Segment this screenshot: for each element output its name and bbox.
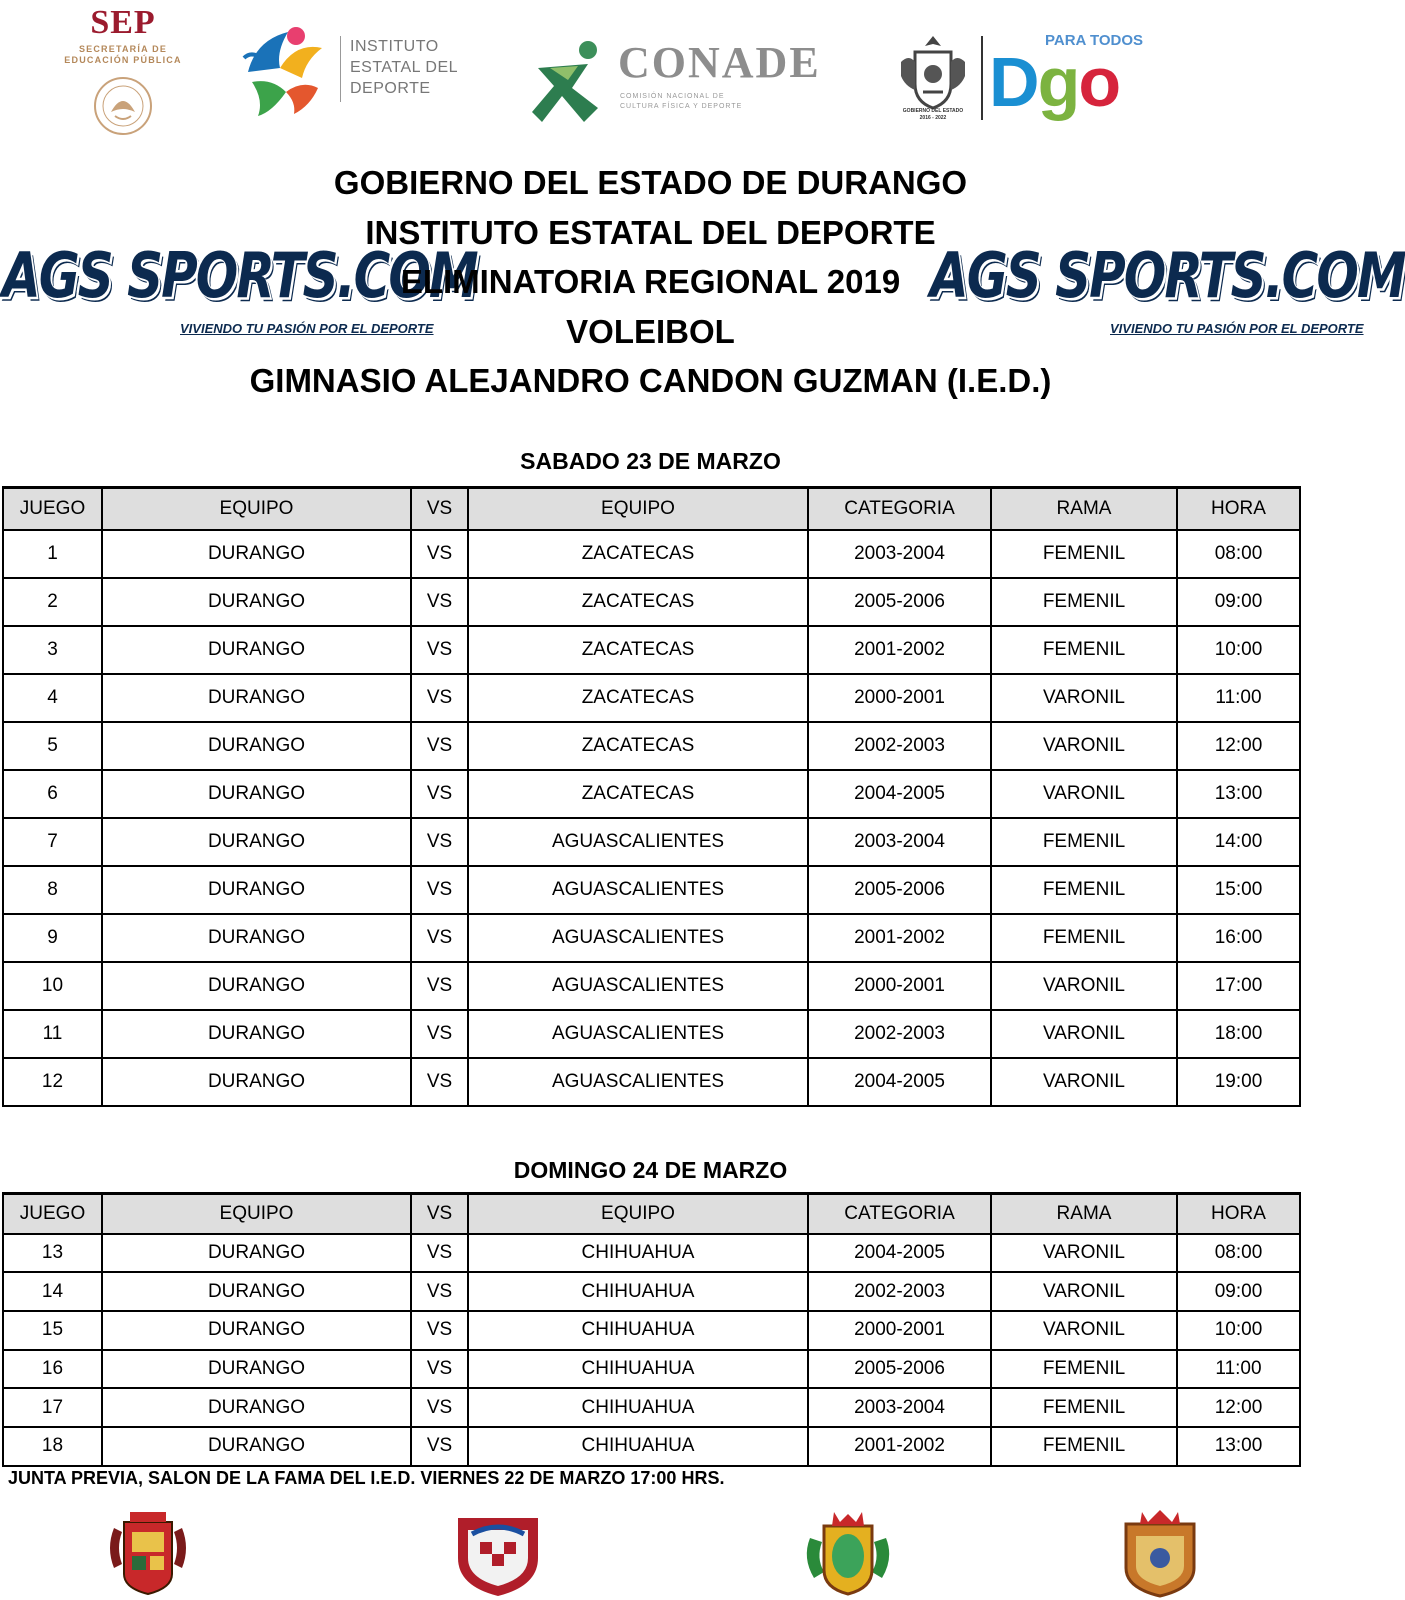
- column-header: EQUIPO: [102, 1194, 411, 1234]
- time-cell: 16:00: [1177, 914, 1300, 962]
- category-cell: 2005-2006: [808, 1350, 991, 1389]
- time-cell: 09:00: [1177, 578, 1300, 626]
- away-team-cell: AGUASCALIENTES: [468, 914, 808, 962]
- time-cell: 11:00: [1177, 1350, 1300, 1389]
- branch-cell: FEMENIL: [991, 1350, 1177, 1389]
- game-number-cell: 2: [3, 578, 102, 626]
- durango-government-logo: [893, 30, 1153, 130]
- game-number-cell: 6: [3, 770, 102, 818]
- home-team-cell: DURANGO: [102, 1350, 411, 1389]
- category-cell: 2000-2001: [808, 1311, 991, 1350]
- table-row: [3, 770, 1300, 818]
- branch-cell: VARONIL: [991, 674, 1177, 722]
- away-team-cell: AGUASCALIENTES: [468, 1058, 808, 1106]
- table-row: [3, 722, 1300, 770]
- time-cell: 10:00: [1177, 626, 1300, 674]
- table-header-row: [3, 488, 1300, 530]
- category-cell: 2004-2005: [808, 1058, 991, 1106]
- table-row: [3, 1272, 1300, 1311]
- table-row: [3, 914, 1300, 962]
- away-team-cell: AGUASCALIENTES: [468, 1010, 808, 1058]
- durango-government-caption: [891, 108, 975, 122]
- branch-cell: VARONIL: [991, 1010, 1177, 1058]
- game-number-cell: 11: [3, 1010, 102, 1058]
- time-cell: 19:00: [1177, 1058, 1300, 1106]
- conade-subtitle-2: CULTURA FÍSICA Y DEPORTE: [620, 103, 743, 110]
- away-team-cell: ZACATECAS: [468, 530, 808, 578]
- time-cell: 11:00: [1177, 674, 1300, 722]
- away-team-cell: CHIHUAHUA: [468, 1388, 808, 1427]
- away-team-cell: AGUASCALIENTES: [468, 962, 808, 1010]
- home-team-cell: DURANGO: [102, 1272, 411, 1311]
- game-number-cell: 1: [3, 530, 102, 578]
- time-cell: 12:00: [1177, 722, 1300, 770]
- time-cell: 12:00: [1177, 1388, 1300, 1427]
- document-title: [0, 158, 1405, 406]
- branch-cell: VARONIL: [991, 1311, 1177, 1350]
- table-row: [3, 1427, 1300, 1466]
- table-row: [3, 626, 1300, 674]
- category-cell: 2001-2002: [808, 626, 991, 674]
- branch-cell: FEMENIL: [991, 1388, 1177, 1427]
- away-team-cell: CHIHUAHUA: [468, 1272, 808, 1311]
- branch-cell: VARONIL: [991, 1234, 1177, 1273]
- title-line-2: INSTITUTO ESTATAL DEL DEPORTE: [365, 213, 936, 251]
- table-row: [3, 578, 1300, 626]
- away-team-cell: ZACATECAS: [468, 770, 808, 818]
- durango-crest-icon: [800, 1508, 896, 1598]
- time-cell: 15:00: [1177, 866, 1300, 914]
- away-team-cell: ZACATECAS: [468, 626, 808, 674]
- category-cell: 2005-2006: [808, 866, 991, 914]
- home-team-cell: DURANGO: [102, 1010, 411, 1058]
- game-number-cell: 3: [3, 626, 102, 674]
- versus-cell: VS: [411, 770, 468, 818]
- home-team-cell: DURANGO: [102, 1058, 411, 1106]
- time-cell: 10:00: [1177, 1311, 1300, 1350]
- category-cell: 2004-2005: [808, 770, 991, 818]
- column-header: EQUIPO: [468, 488, 808, 530]
- time-cell: 18:00: [1177, 1010, 1300, 1058]
- versus-cell: VS: [411, 1427, 468, 1466]
- ags-sports-tagline: VIVIENDO TU PASIÓN POR EL DEPORTE: [1110, 321, 1364, 336]
- category-cell: 2003-2004: [808, 818, 991, 866]
- versus-cell: VS: [411, 914, 468, 962]
- branch-cell: FEMENIL: [991, 626, 1177, 674]
- versus-cell: VS: [411, 818, 468, 866]
- versus-cell: VS: [411, 1388, 468, 1427]
- table-row: [3, 818, 1300, 866]
- home-team-cell: DURANGO: [102, 1234, 411, 1273]
- home-team-cell: DURANGO: [102, 722, 411, 770]
- game-number-cell: 15: [3, 1311, 102, 1350]
- column-header: CATEGORIA: [808, 1194, 991, 1234]
- branch-cell: FEMENIL: [991, 578, 1177, 626]
- away-team-cell: CHIHUAHUA: [468, 1234, 808, 1273]
- branch-cell: VARONIL: [991, 962, 1177, 1010]
- table-header-row: [3, 1194, 1300, 1234]
- column-header: VS: [411, 1194, 468, 1234]
- column-header: JUEGO: [3, 1194, 102, 1234]
- durango-government-caption-1: GOBIERNO DEL ESTADO: [902, 108, 964, 114]
- column-header: CATEGORIA: [808, 488, 991, 530]
- home-team-cell: DURANGO: [102, 770, 411, 818]
- category-cell: 2002-2003: [808, 1010, 991, 1058]
- game-number-cell: 13: [3, 1234, 102, 1273]
- table-row: [3, 866, 1300, 914]
- durango-government-crest-icon: [893, 32, 973, 116]
- versus-cell: VS: [411, 722, 468, 770]
- home-team-cell: DURANGO: [102, 578, 411, 626]
- game-number-cell: 18: [3, 1427, 102, 1466]
- home-team-cell: DURANGO: [102, 1311, 411, 1350]
- schedule-table-saturday: [2, 486, 1301, 1107]
- branch-cell: VARONIL: [991, 1272, 1177, 1311]
- home-team-cell: DURANGO: [102, 530, 411, 578]
- ied-logo-text: [350, 36, 458, 99]
- sep-logo: [48, 6, 198, 136]
- game-number-cell: 14: [3, 1272, 102, 1311]
- home-team-cell: DURANGO: [102, 1427, 411, 1466]
- versus-cell: VS: [411, 962, 468, 1010]
- table-row: [3, 1234, 1300, 1273]
- conade-runner-icon: [528, 38, 612, 124]
- mexican-seal-icon: [85, 76, 161, 136]
- dgo-letter-d: D: [989, 43, 1038, 121]
- category-cell: 2000-2001: [808, 674, 991, 722]
- game-number-cell: 16: [3, 1350, 102, 1389]
- column-header: RAMA: [991, 488, 1177, 530]
- time-cell: 08:00: [1177, 530, 1300, 578]
- branch-cell: FEMENIL: [991, 914, 1177, 962]
- aguascalientes-crest-icon: [100, 1508, 196, 1598]
- versus-cell: VS: [411, 674, 468, 722]
- category-cell: 2002-2003: [808, 722, 991, 770]
- column-header: EQUIPO: [468, 1194, 808, 1234]
- versus-cell: VS: [411, 578, 468, 626]
- away-team-cell: AGUASCALIENTES: [468, 866, 808, 914]
- para-todos-label: PARA TODOS: [1045, 32, 1144, 49]
- column-header: EQUIPO: [102, 488, 411, 530]
- versus-cell: VS: [411, 1350, 468, 1389]
- away-team-cell: AGUASCALIENTES: [468, 818, 808, 866]
- column-header: RAMA: [991, 1194, 1177, 1234]
- away-team-cell: CHIHUAHUA: [468, 1311, 808, 1350]
- home-team-cell: DURANGO: [102, 1388, 411, 1427]
- sep-logo-word: SEP: [90, 4, 156, 41]
- category-cell: 2001-2002: [808, 1427, 991, 1466]
- branch-cell: VARONIL: [991, 1058, 1177, 1106]
- time-cell: 17:00: [1177, 962, 1300, 1010]
- category-cell: 2002-2003: [808, 1272, 991, 1311]
- meeting-note: JUNTA PREVIA, SALON DE LA FAMA DEL I.E.D. VIERNES 22 DE MARZO 17:00 HRS.: [8, 1468, 725, 1488]
- ags-sports-name: AGS SPORTS.COM: [2, 239, 477, 312]
- durango-logo-divider: [981, 36, 983, 120]
- title-line-5: GIMNASIO ALEJANDRO CANDON GUZMAN (I.E.D.): [249, 362, 1052, 399]
- table-row: [3, 962, 1300, 1010]
- conade-subtitle-1: COMISIÓN NACIONAL DE: [620, 93, 725, 100]
- dgo-letter-g: g: [1037, 43, 1079, 121]
- column-header: VS: [411, 488, 468, 530]
- branch-cell: VARONIL: [991, 770, 1177, 818]
- time-cell: 14:00: [1177, 818, 1300, 866]
- category-cell: 2003-2004: [808, 530, 991, 578]
- table-row: [3, 530, 1300, 578]
- title-line-3: ELIMINATORIA REGIONAL 2019: [400, 263, 901, 300]
- chihuahua-crest-icon: [450, 1508, 546, 1598]
- table-row: [3, 674, 1300, 722]
- day-heading-sunday: DOMINGO 24 DE MARZO: [513, 1157, 788, 1183]
- game-number-cell: 9: [3, 914, 102, 962]
- time-cell: 08:00: [1177, 1234, 1300, 1273]
- away-team-cell: ZACATECAS: [468, 674, 808, 722]
- branch-cell: FEMENIL: [991, 530, 1177, 578]
- day-heading-saturday: SABADO 23 DE MARZO: [520, 448, 781, 474]
- away-team-cell: ZACATECAS: [468, 578, 808, 626]
- table-row: [3, 1010, 1300, 1058]
- column-header: JUEGO: [3, 488, 102, 530]
- ags-sports-name: AGS SPORTS.COM: [930, 239, 1405, 312]
- ied-divider: [340, 36, 341, 102]
- ied-line-1: INSTITUTO: [350, 38, 439, 55]
- dgo-letter-o: o: [1078, 43, 1120, 121]
- conade-logo-subtitle: [620, 92, 742, 112]
- time-cell: 13:00: [1177, 770, 1300, 818]
- branch-cell: FEMENIL: [991, 1427, 1177, 1466]
- game-number-cell: 4: [3, 674, 102, 722]
- versus-cell: VS: [411, 1234, 468, 1273]
- versus-cell: VS: [411, 626, 468, 674]
- category-cell: 2004-2005: [808, 1234, 991, 1273]
- away-team-cell: ZACATECAS: [468, 722, 808, 770]
- category-cell: 2000-2001: [808, 962, 991, 1010]
- category-cell: 2005-2006: [808, 578, 991, 626]
- home-team-cell: DURANGO: [102, 818, 411, 866]
- durango-government-caption-2: 2016 - 2022: [919, 115, 947, 121]
- ied-runner-icon: [236, 22, 332, 118]
- table-row: [3, 1350, 1300, 1389]
- table-row: [3, 1058, 1300, 1106]
- title-line-1: GOBIERNO DEL ESTADO DE DURANGO: [333, 164, 968, 201]
- sep-logo-subtitle-2: EDUCACIÓN PÚBLICA: [64, 55, 182, 65]
- game-number-cell: 10: [3, 962, 102, 1010]
- versus-cell: VS: [411, 866, 468, 914]
- game-number-cell: 12: [3, 1058, 102, 1106]
- ags-sports-tagline: VIVIENDO TU PASIÓN POR EL DEPORTE: [180, 321, 434, 336]
- branch-cell: FEMENIL: [991, 866, 1177, 914]
- versus-cell: VS: [411, 1010, 468, 1058]
- column-header: HORA: [1177, 488, 1300, 530]
- table-row: [3, 1311, 1300, 1350]
- conade-logo: [528, 34, 828, 129]
- title-line-4: VOLEIBOL: [566, 312, 735, 350]
- away-team-cell: CHIHUAHUA: [468, 1350, 808, 1389]
- ied-line-3: DEPORTE: [350, 80, 431, 97]
- category-cell: 2001-2002: [808, 914, 991, 962]
- branch-cell: FEMENIL: [991, 818, 1177, 866]
- time-cell: 09:00: [1177, 1272, 1300, 1311]
- versus-cell: VS: [411, 1272, 468, 1311]
- column-header: HORA: [1177, 1194, 1300, 1234]
- game-number-cell: 8: [3, 866, 102, 914]
- home-team-cell: DURANGO: [102, 962, 411, 1010]
- game-number-cell: 7: [3, 818, 102, 866]
- game-number-cell: 5: [3, 722, 102, 770]
- ied-line-2: ESTATAL DEL: [350, 59, 459, 76]
- home-team-cell: DURANGO: [102, 674, 411, 722]
- versus-cell: VS: [411, 530, 468, 578]
- home-team-cell: DURANGO: [102, 866, 411, 914]
- category-cell: 2003-2004: [808, 1388, 991, 1427]
- away-team-cell: CHIHUAHUA: [468, 1427, 808, 1466]
- sep-logo-subtitle-1: SECRETARÍA DE: [78, 44, 168, 54]
- zacatecas-crest-icon: [1112, 1508, 1208, 1598]
- game-number-cell: 17: [3, 1388, 102, 1427]
- home-team-cell: DURANGO: [102, 626, 411, 674]
- time-cell: 13:00: [1177, 1427, 1300, 1466]
- dgo-wordmark: [989, 42, 1119, 122]
- table-row: [3, 1388, 1300, 1427]
- versus-cell: VS: [411, 1311, 468, 1350]
- versus-cell: VS: [411, 1058, 468, 1106]
- branch-cell: VARONIL: [991, 722, 1177, 770]
- home-team-cell: DURANGO: [102, 914, 411, 962]
- schedule-table-sunday: [2, 1192, 1301, 1467]
- ied-logo: [236, 22, 486, 122]
- conade-logo-word: CONADE: [618, 38, 821, 87]
